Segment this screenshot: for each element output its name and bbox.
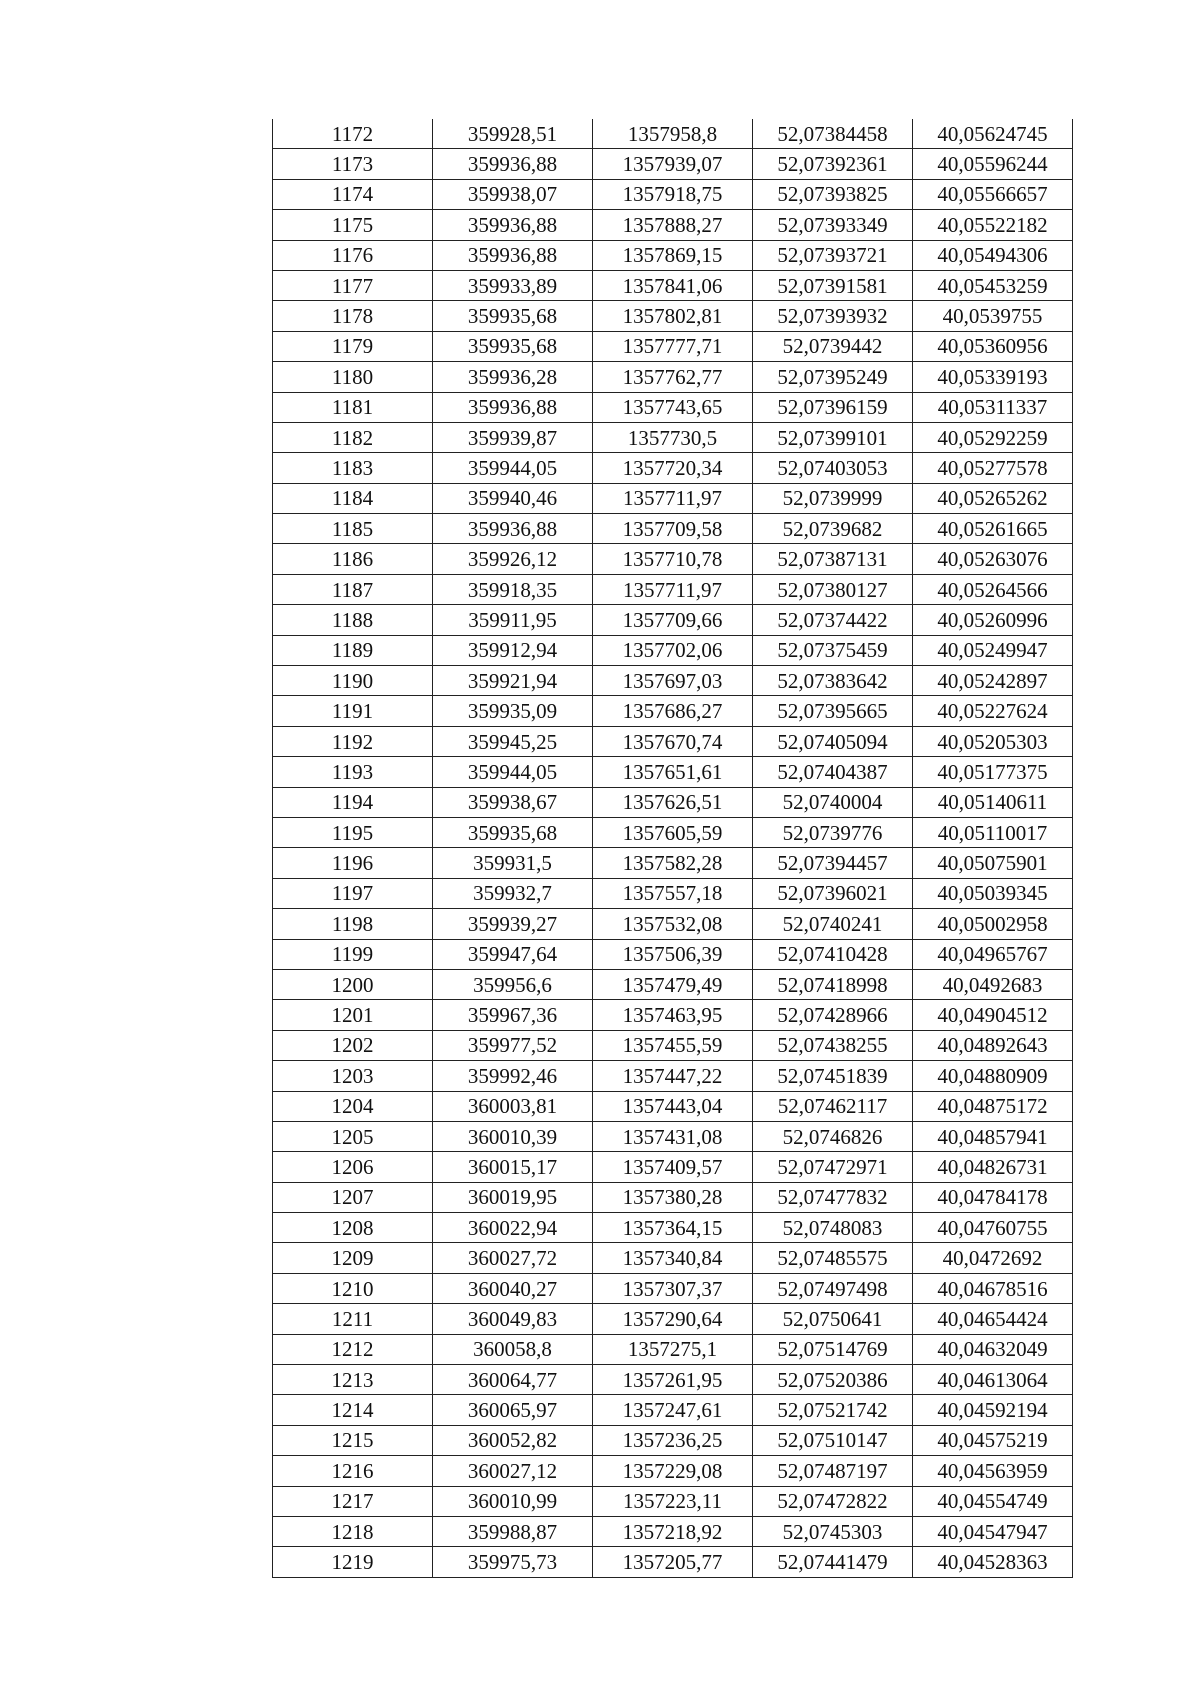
point-number-cell: 1217 (273, 1486, 433, 1516)
latitude-cell: 52,07375459 (753, 635, 913, 665)
x-coordinate-cell: 359967,36 (433, 1000, 593, 1030)
longitude-cell: 40,05522182 (913, 210, 1073, 240)
table-row (273, 240, 1073, 270)
latitude-cell: 52,07393349 (753, 210, 913, 240)
y-coordinate-cell: 1357777,71 (593, 331, 753, 361)
latitude-cell: 52,07477832 (753, 1182, 913, 1212)
table-row (273, 422, 1073, 452)
x-coordinate-cell: 359938,07 (433, 179, 593, 209)
longitude-cell: 40,04760755 (913, 1213, 1073, 1243)
x-coordinate-cell: 359944,05 (433, 453, 593, 483)
point-number-cell: 1212 (273, 1334, 433, 1364)
y-coordinate-cell: 1357364,15 (593, 1213, 753, 1243)
longitude-cell: 40,05242897 (913, 666, 1073, 696)
latitude-cell: 52,07510147 (753, 1425, 913, 1455)
y-coordinate-cell: 1357409,57 (593, 1152, 753, 1182)
y-coordinate-cell: 1357651,61 (593, 757, 753, 787)
point-number-cell: 1199 (273, 939, 433, 969)
latitude-cell: 52,07395665 (753, 696, 913, 726)
table-row (273, 1152, 1073, 1182)
longitude-cell: 40,05360956 (913, 331, 1073, 361)
y-coordinate-cell: 1357762,77 (593, 362, 753, 392)
longitude-cell: 40,04554749 (913, 1486, 1073, 1516)
table-row (273, 666, 1073, 696)
x-coordinate-cell: 360058,8 (433, 1334, 593, 1364)
latitude-cell: 52,07521742 (753, 1395, 913, 1425)
point-number-cell: 1190 (273, 666, 433, 696)
x-coordinate-cell: 360040,27 (433, 1273, 593, 1303)
point-number-cell: 1194 (273, 787, 433, 817)
point-number-cell: 1200 (273, 969, 433, 999)
latitude-cell: 52,07393721 (753, 240, 913, 270)
longitude-cell: 40,05261665 (913, 514, 1073, 544)
x-coordinate-cell: 359939,87 (433, 422, 593, 452)
longitude-cell: 40,05566657 (913, 179, 1073, 209)
table-row (273, 1486, 1073, 1516)
latitude-cell: 52,07392361 (753, 149, 913, 179)
longitude-cell: 40,04892643 (913, 1030, 1073, 1060)
table-row (273, 210, 1073, 240)
y-coordinate-cell: 1357939,07 (593, 149, 753, 179)
longitude-cell: 40,04654424 (913, 1304, 1073, 1334)
y-coordinate-cell: 1357506,39 (593, 939, 753, 969)
table-row (273, 149, 1073, 179)
x-coordinate-cell: 360065,97 (433, 1395, 593, 1425)
x-coordinate-cell: 359931,5 (433, 848, 593, 878)
y-coordinate-cell: 1357697,03 (593, 666, 753, 696)
latitude-cell: 52,07438255 (753, 1030, 913, 1060)
longitude-cell: 40,04784178 (913, 1182, 1073, 1212)
table-row (273, 787, 1073, 817)
point-number-cell: 1175 (273, 210, 433, 240)
x-coordinate-cell: 359936,88 (433, 514, 593, 544)
point-number-cell: 1209 (273, 1243, 433, 1273)
point-number-cell: 1216 (273, 1456, 433, 1486)
latitude-cell: 52,07383642 (753, 666, 913, 696)
latitude-cell: 52,0739442 (753, 331, 913, 361)
x-coordinate-cell: 360019,95 (433, 1182, 593, 1212)
longitude-cell: 40,05110017 (913, 817, 1073, 847)
x-coordinate-cell: 359992,46 (433, 1061, 593, 1091)
x-coordinate-cell: 359932,7 (433, 878, 593, 908)
longitude-cell: 40,05227624 (913, 696, 1073, 726)
latitude-cell: 52,07399101 (753, 422, 913, 452)
longitude-cell: 40,05339193 (913, 362, 1073, 392)
y-coordinate-cell: 1357709,58 (593, 514, 753, 544)
longitude-cell: 40,04880909 (913, 1061, 1073, 1091)
longitude-cell: 40,05249947 (913, 635, 1073, 665)
table-row (273, 909, 1073, 939)
longitude-cell: 40,05177375 (913, 757, 1073, 787)
latitude-cell: 52,07410428 (753, 939, 913, 969)
point-number-cell: 1172 (273, 119, 433, 149)
latitude-cell: 52,07451839 (753, 1061, 913, 1091)
x-coordinate-cell: 359988,87 (433, 1516, 593, 1546)
latitude-cell: 52,07520386 (753, 1365, 913, 1395)
x-coordinate-cell: 359926,12 (433, 544, 593, 574)
longitude-cell: 40,05075901 (913, 848, 1073, 878)
longitude-cell: 40,04592194 (913, 1395, 1073, 1425)
y-coordinate-cell: 1357447,22 (593, 1061, 753, 1091)
y-coordinate-cell: 1357557,18 (593, 878, 753, 908)
y-coordinate-cell: 1357307,37 (593, 1273, 753, 1303)
point-number-cell: 1197 (273, 878, 433, 908)
point-number-cell: 1211 (273, 1304, 433, 1334)
longitude-cell: 40,04632049 (913, 1334, 1073, 1364)
table-row (273, 1213, 1073, 1243)
y-coordinate-cell: 1357709,66 (593, 605, 753, 635)
longitude-cell: 40,04547947 (913, 1516, 1073, 1546)
table-row (273, 696, 1073, 726)
point-number-cell: 1174 (273, 179, 433, 209)
longitude-cell: 40,04965767 (913, 939, 1073, 969)
y-coordinate-cell: 1357205,77 (593, 1547, 753, 1577)
table-row (273, 362, 1073, 392)
x-coordinate-cell: 359912,94 (433, 635, 593, 665)
x-coordinate-cell: 359936,88 (433, 240, 593, 270)
latitude-cell: 52,07441479 (753, 1547, 913, 1577)
y-coordinate-cell: 1357340,84 (593, 1243, 753, 1273)
y-coordinate-cell: 1357958,8 (593, 119, 753, 149)
point-number-cell: 1215 (273, 1425, 433, 1455)
table-row (273, 848, 1073, 878)
y-coordinate-cell: 1357218,92 (593, 1516, 753, 1546)
table-row (273, 1030, 1073, 1060)
latitude-cell: 52,07428966 (753, 1000, 913, 1030)
x-coordinate-cell: 360052,82 (433, 1425, 593, 1455)
y-coordinate-cell: 1357455,59 (593, 1030, 753, 1060)
longitude-cell: 40,05039345 (913, 878, 1073, 908)
x-coordinate-cell: 359944,05 (433, 757, 593, 787)
table-row (273, 757, 1073, 787)
x-coordinate-cell: 359911,95 (433, 605, 593, 635)
table-row (273, 1516, 1073, 1546)
y-coordinate-cell: 1357229,08 (593, 1456, 753, 1486)
x-coordinate-cell: 359918,35 (433, 574, 593, 604)
latitude-cell: 52,07394457 (753, 848, 913, 878)
table-row (273, 1091, 1073, 1121)
y-coordinate-cell: 1357802,81 (593, 301, 753, 331)
point-number-cell: 1191 (273, 696, 433, 726)
point-number-cell: 1188 (273, 605, 433, 635)
latitude-cell: 52,07396159 (753, 392, 913, 422)
table-row (273, 1182, 1073, 1212)
latitude-cell: 52,07418998 (753, 969, 913, 999)
y-coordinate-cell: 1357463,95 (593, 1000, 753, 1030)
longitude-cell: 40,05264566 (913, 574, 1073, 604)
point-number-cell: 1178 (273, 301, 433, 331)
x-coordinate-cell: 359936,88 (433, 392, 593, 422)
point-number-cell: 1173 (273, 149, 433, 179)
table-row (273, 605, 1073, 635)
table-row (273, 1395, 1073, 1425)
latitude-cell: 52,07487197 (753, 1456, 913, 1486)
y-coordinate-cell: 1357261,95 (593, 1365, 753, 1395)
latitude-cell: 52,0739999 (753, 483, 913, 513)
table-row (273, 635, 1073, 665)
latitude-cell: 52,0740004 (753, 787, 913, 817)
latitude-cell: 52,07393932 (753, 301, 913, 331)
x-coordinate-cell: 359956,6 (433, 969, 593, 999)
point-number-cell: 1183 (273, 453, 433, 483)
latitude-cell: 52,07514769 (753, 1334, 913, 1364)
table-row (273, 1243, 1073, 1273)
table-row (273, 1365, 1073, 1395)
table-row (273, 878, 1073, 908)
x-coordinate-cell: 359935,68 (433, 817, 593, 847)
point-number-cell: 1181 (273, 392, 433, 422)
coordinates-table (272, 119, 1073, 1578)
y-coordinate-cell: 1357730,5 (593, 422, 753, 452)
longitude-cell: 40,05265262 (913, 483, 1073, 513)
y-coordinate-cell: 1357710,78 (593, 544, 753, 574)
latitude-cell: 52,0748083 (753, 1213, 913, 1243)
y-coordinate-cell: 1357841,06 (593, 270, 753, 300)
table-row (273, 939, 1073, 969)
table-row (273, 1547, 1073, 1577)
y-coordinate-cell: 1357626,51 (593, 787, 753, 817)
y-coordinate-cell: 1357743,65 (593, 392, 753, 422)
point-number-cell: 1213 (273, 1365, 433, 1395)
point-number-cell: 1193 (273, 757, 433, 787)
table-row (273, 392, 1073, 422)
longitude-cell: 40,04528363 (913, 1547, 1073, 1577)
table-row (273, 817, 1073, 847)
table-row (273, 1456, 1073, 1486)
point-number-cell: 1204 (273, 1091, 433, 1121)
x-coordinate-cell: 360022,94 (433, 1213, 593, 1243)
y-coordinate-cell: 1357290,64 (593, 1304, 753, 1334)
latitude-cell: 52,07497498 (753, 1273, 913, 1303)
point-number-cell: 1186 (273, 544, 433, 574)
x-coordinate-cell: 360027,12 (433, 1456, 593, 1486)
latitude-cell: 52,07404387 (753, 757, 913, 787)
point-number-cell: 1219 (273, 1547, 433, 1577)
latitude-cell: 52,0745303 (753, 1516, 913, 1546)
longitude-cell: 40,04613064 (913, 1365, 1073, 1395)
latitude-cell: 52,07374422 (753, 605, 913, 635)
longitude-cell: 40,04563959 (913, 1456, 1073, 1486)
x-coordinate-cell: 360049,83 (433, 1304, 593, 1334)
x-coordinate-cell: 360010,99 (433, 1486, 593, 1516)
table-row (273, 1061, 1073, 1091)
y-coordinate-cell: 1357869,15 (593, 240, 753, 270)
x-coordinate-cell: 359933,89 (433, 270, 593, 300)
point-number-cell: 1198 (273, 909, 433, 939)
y-coordinate-cell: 1357479,49 (593, 969, 753, 999)
latitude-cell: 52,07391581 (753, 270, 913, 300)
table-row (273, 574, 1073, 604)
longitude-cell: 40,05205303 (913, 726, 1073, 756)
x-coordinate-cell: 359947,64 (433, 939, 593, 969)
latitude-cell: 52,07485575 (753, 1243, 913, 1273)
latitude-cell: 52,07395249 (753, 362, 913, 392)
y-coordinate-cell: 1357605,59 (593, 817, 753, 847)
x-coordinate-cell: 360003,81 (433, 1091, 593, 1121)
table-row (273, 179, 1073, 209)
y-coordinate-cell: 1357247,61 (593, 1395, 753, 1425)
point-number-cell: 1182 (273, 422, 433, 452)
table-row (273, 1121, 1073, 1151)
x-coordinate-cell: 360015,17 (433, 1152, 593, 1182)
x-coordinate-cell: 360027,72 (433, 1243, 593, 1273)
point-number-cell: 1214 (273, 1395, 433, 1425)
longitude-cell: 40,05453259 (913, 270, 1073, 300)
y-coordinate-cell: 1357720,34 (593, 453, 753, 483)
table-row (273, 726, 1073, 756)
table-row (273, 1000, 1073, 1030)
x-coordinate-cell: 359936,88 (433, 149, 593, 179)
latitude-cell: 52,07472822 (753, 1486, 913, 1516)
longitude-cell: 40,0492683 (913, 969, 1073, 999)
latitude-cell: 52,07387131 (753, 544, 913, 574)
point-number-cell: 1210 (273, 1273, 433, 1303)
latitude-cell: 52,07472971 (753, 1152, 913, 1182)
table-row (273, 969, 1073, 999)
point-number-cell: 1203 (273, 1061, 433, 1091)
table-row (273, 483, 1073, 513)
longitude-cell: 40,05263076 (913, 544, 1073, 574)
x-coordinate-cell: 359928,51 (433, 119, 593, 149)
longitude-cell: 40,04826731 (913, 1152, 1073, 1182)
point-number-cell: 1201 (273, 1000, 433, 1030)
latitude-cell: 52,07405094 (753, 726, 913, 756)
table-row (273, 1334, 1073, 1364)
y-coordinate-cell: 1357582,28 (593, 848, 753, 878)
longitude-cell: 40,04678516 (913, 1273, 1073, 1303)
x-coordinate-cell: 359935,68 (433, 331, 593, 361)
x-coordinate-cell: 359975,73 (433, 1547, 593, 1577)
latitude-cell: 52,0746826 (753, 1121, 913, 1151)
longitude-cell: 40,04575219 (913, 1425, 1073, 1455)
y-coordinate-cell: 1357918,75 (593, 179, 753, 209)
y-coordinate-cell: 1357702,06 (593, 635, 753, 665)
y-coordinate-cell: 1357686,27 (593, 696, 753, 726)
longitude-cell: 40,04904512 (913, 1000, 1073, 1030)
point-number-cell: 1202 (273, 1030, 433, 1060)
y-coordinate-cell: 1357711,97 (593, 483, 753, 513)
point-number-cell: 1195 (273, 817, 433, 847)
point-number-cell: 1189 (273, 635, 433, 665)
table-row (273, 1304, 1073, 1334)
latitude-cell: 52,07393825 (753, 179, 913, 209)
table-body (273, 119, 1073, 1577)
x-coordinate-cell: 359935,09 (433, 696, 593, 726)
latitude-cell: 52,0739682 (753, 514, 913, 544)
longitude-cell: 40,0472692 (913, 1243, 1073, 1273)
point-number-cell: 1192 (273, 726, 433, 756)
point-number-cell: 1184 (273, 483, 433, 513)
point-number-cell: 1218 (273, 1516, 433, 1546)
x-coordinate-cell: 359921,94 (433, 666, 593, 696)
table-row (273, 514, 1073, 544)
y-coordinate-cell: 1357431,08 (593, 1121, 753, 1151)
table-row (273, 331, 1073, 361)
longitude-cell: 40,05140611 (913, 787, 1073, 817)
longitude-cell: 40,04875172 (913, 1091, 1073, 1121)
latitude-cell: 52,0740241 (753, 909, 913, 939)
x-coordinate-cell: 359940,46 (433, 483, 593, 513)
longitude-cell: 40,05260996 (913, 605, 1073, 635)
table-row (273, 119, 1073, 149)
table-row (273, 544, 1073, 574)
y-coordinate-cell: 1357711,97 (593, 574, 753, 604)
x-coordinate-cell: 360064,77 (433, 1365, 593, 1395)
point-number-cell: 1185 (273, 514, 433, 544)
point-number-cell: 1205 (273, 1121, 433, 1151)
longitude-cell: 40,05277578 (913, 453, 1073, 483)
y-coordinate-cell: 1357532,08 (593, 909, 753, 939)
x-coordinate-cell: 359936,88 (433, 210, 593, 240)
longitude-cell: 40,05002958 (913, 909, 1073, 939)
y-coordinate-cell: 1357236,25 (593, 1425, 753, 1455)
y-coordinate-cell: 1357380,28 (593, 1182, 753, 1212)
x-coordinate-cell: 359938,67 (433, 787, 593, 817)
x-coordinate-cell: 359935,68 (433, 301, 593, 331)
table-row (273, 453, 1073, 483)
latitude-cell: 52,0750641 (753, 1304, 913, 1334)
x-coordinate-cell: 359939,27 (433, 909, 593, 939)
point-number-cell: 1196 (273, 848, 433, 878)
point-number-cell: 1180 (273, 362, 433, 392)
x-coordinate-cell: 359977,52 (433, 1030, 593, 1060)
latitude-cell: 52,07396021 (753, 878, 913, 908)
point-number-cell: 1206 (273, 1152, 433, 1182)
longitude-cell: 40,05494306 (913, 240, 1073, 270)
point-number-cell: 1176 (273, 240, 433, 270)
y-coordinate-cell: 1357670,74 (593, 726, 753, 756)
x-coordinate-cell: 359936,28 (433, 362, 593, 392)
point-number-cell: 1179 (273, 331, 433, 361)
latitude-cell: 52,0739776 (753, 817, 913, 847)
table-row (273, 270, 1073, 300)
table-row (273, 1425, 1073, 1455)
point-number-cell: 1208 (273, 1213, 433, 1243)
latitude-cell: 52,07384458 (753, 119, 913, 149)
longitude-cell: 40,05292259 (913, 422, 1073, 452)
point-number-cell: 1177 (273, 270, 433, 300)
latitude-cell: 52,07380127 (753, 574, 913, 604)
longitude-cell: 40,05311337 (913, 392, 1073, 422)
longitude-cell: 40,04857941 (913, 1121, 1073, 1151)
longitude-cell: 40,05596244 (913, 149, 1073, 179)
table-row (273, 1273, 1073, 1303)
point-number-cell: 1187 (273, 574, 433, 604)
longitude-cell: 40,05624745 (913, 119, 1073, 149)
x-coordinate-cell: 360010,39 (433, 1121, 593, 1151)
point-number-cell: 1207 (273, 1182, 433, 1212)
table-row (273, 301, 1073, 331)
latitude-cell: 52,07403053 (753, 453, 913, 483)
x-coordinate-cell: 359945,25 (433, 726, 593, 756)
y-coordinate-cell: 1357888,27 (593, 210, 753, 240)
y-coordinate-cell: 1357275,1 (593, 1334, 753, 1364)
y-coordinate-cell: 1357223,11 (593, 1486, 753, 1516)
latitude-cell: 52,07462117 (753, 1091, 913, 1121)
longitude-cell: 40,0539755 (913, 301, 1073, 331)
y-coordinate-cell: 1357443,04 (593, 1091, 753, 1121)
